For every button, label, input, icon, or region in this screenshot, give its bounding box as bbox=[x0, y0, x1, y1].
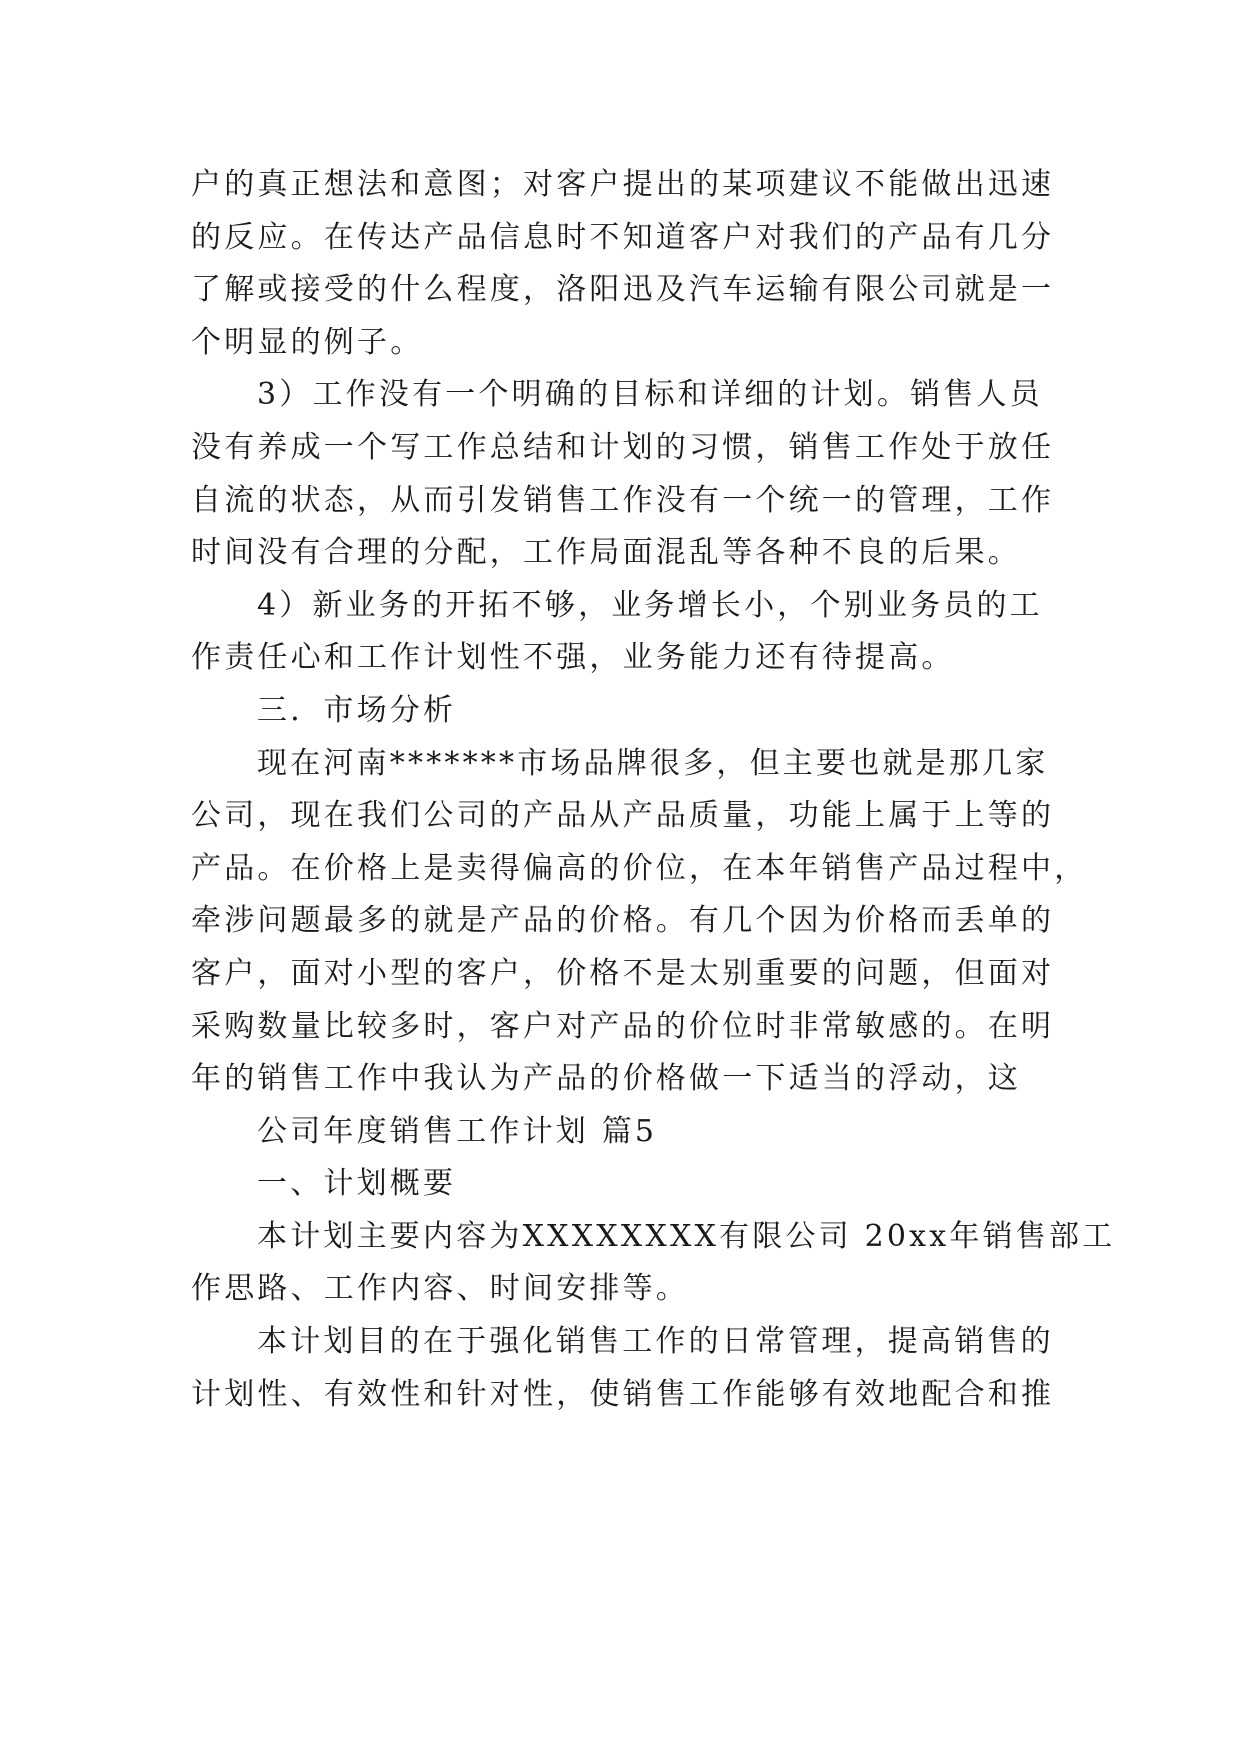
section-title: 公司年度销售工作计划 篇5 bbox=[257, 1113, 658, 1149]
text-line: 年的销售工作中我认为产品的价格做一下适当的浮动，这 bbox=[191, 1061, 1021, 1097]
text-line: 了解或接受的什么程度，洛阳迅及汽车运输有限公司就是一 bbox=[191, 272, 1055, 308]
text-line: 的反应。在传达产品信息时不知道客户对我们的产品有几分 bbox=[191, 219, 1055, 255]
text-line: 户的真正想法和意图；对客户提出的某项建议不能做出迅速 bbox=[191, 167, 1055, 202]
text-line: 采购数量比较多时，客户对产品的价位时非常敏感的。在明 bbox=[191, 1008, 1055, 1044]
text-line: 时间没有合理的分配，工作局面混乱等各种不良的后果。 bbox=[191, 535, 1021, 571]
text-line: 3）工作没有一个明确的目标和详细的计划。销售人员 bbox=[257, 377, 1043, 413]
section-heading: 一、计划概要 bbox=[257, 1166, 457, 1202]
text-line: 公司，现在我们公司的产品从产品质量，功能上属于上等的 bbox=[191, 798, 1055, 834]
text-line: 计划性、有效性和针对性，使销售工作能够有效地配合和推 bbox=[191, 1376, 1055, 1412]
text-line: 作思路、工作内容、时间安排等。 bbox=[191, 1271, 689, 1307]
text-line: 没有养成一个写工作总结和计划的习惯，销售工作处于放任 bbox=[191, 429, 1055, 465]
text-line: 牵涉问题最多的就是产品的价格。有几个因为价格而丢单的 bbox=[191, 903, 1055, 939]
document-body bbox=[191, 159, 1116, 1421]
text-line: 本计划主要内容为XXXXXXXX有限公司 20xx年销售部工 bbox=[257, 1218, 1116, 1254]
text-line: 现在河南*******市场品牌很多，但主要也就是那几家 bbox=[257, 745, 1049, 781]
text-line: 本计划目的在于强化销售工作的日常管理，提高销售的 bbox=[257, 1324, 1054, 1360]
text-line: 作责任心和工作计划性不强，业务能力还有待提高。 bbox=[191, 640, 955, 676]
text-line: 个明显的例子。 bbox=[191, 324, 424, 360]
section-heading: 三．市场分析 bbox=[257, 692, 457, 728]
text-line: 客户，面对小型的客户，价格不是太别重要的问题，但面对 bbox=[191, 955, 1055, 991]
text-line: 4）新业务的开拓不够，业务增长小，个别业务员的工 bbox=[257, 587, 1043, 623]
text-line: 产品。在价格上是卖得偏高的价位，在本年销售产品过程中， bbox=[191, 850, 1088, 886]
text-line: 自流的状态，从而引发销售工作没有一个统一的管理，工作 bbox=[191, 482, 1055, 518]
